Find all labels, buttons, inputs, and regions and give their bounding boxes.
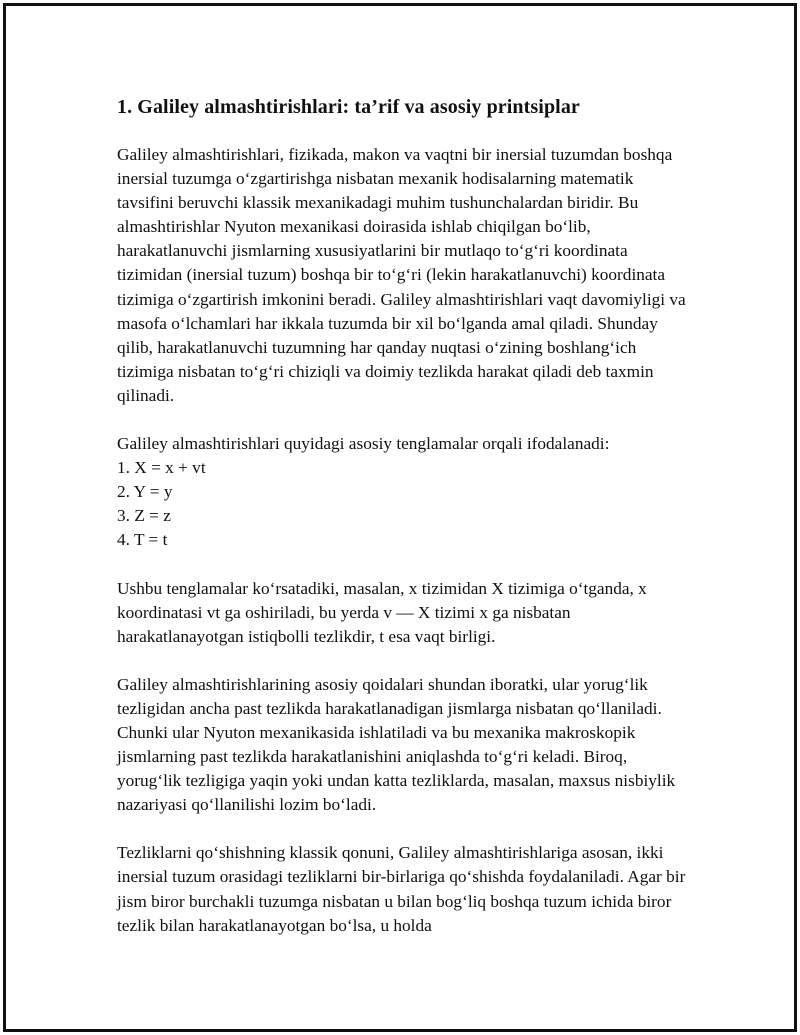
equation-item: 3. Z = z (117, 506, 171, 526)
paragraph-equations-lead: Galiley almashtirishlari quyidagi asosiy tenglamalar orqali ifodalanadi: (117, 434, 610, 454)
paragraph-velocity-addition: Tezliklarni qoʻshishning klassik qonuni, Galiley almashtirishlariga asosan, ikki inersial tuzum orasidagi tezliklarni bir-birlariga qoʻshishda foydalaniladi. Agar bir jism biror burchakli tuzumga nisbatan u bilan bogʻliq boshqa tuzum ichida biror tezlik bilan harakatlanayotgan boʻlsa, u holda (117, 843, 686, 935)
document-body (117, 93, 689, 962)
equation-list (117, 456, 689, 552)
section-heading: 1. Galiley almashtirishlari: ta’rif va asosiy printsiplar (117, 96, 580, 118)
paragraph-principles: Galiley almashtirishlarining asosiy qoidalari shundan iboratki, ular yorugʻlik tezligidan ancha past tezlikda harakatlanadigan jismlarga nisbatan qoʻllaniladi. Chunki ular Nyuton mexanikasida ishlatiladi va bu mexanika makroskopik jismlarning past tezlikda harakatlanishini aniqlashda toʻgʻri keladi. Biroq, yorugʻlik tezligiga yaqin yoki undan katta tezliklarda, masalan, maxsus nisbiylik nazariyasi qoʻllanilishi lozim boʻladi. (117, 674, 676, 815)
equation-item: 1. X = x + vt (117, 458, 206, 478)
paragraph-explanation: Ushbu tenglamalar koʻrsatadiki, masalan, x tizimidan X tizimiga oʻtganda, x koordinatasi vt ga oshiriladi, bu yerda v — X tizimi x ga nisbatan harakatlanayotgan istiqbolli tezlikdir, t esa vaqt birligi. (117, 578, 647, 646)
paragraph-intro: Galiley almashtirishlari, fizikada, makon va vaqtni bir inersial tuzumdan boshqa inersial tuzumga oʻzgartirishga nisbatan mexanik hodisalarning matematik tavsifini beruvchi klassik mexanikadagi muhim tushunchalardan biridir. Bu almashtirishlar Nyuton mexanikasi doirasida ishlab chiqilgan boʻlib, harakatlanuvchi jismlarning xususiyatlarini bir mutlaqo toʻgʻri koordinata tizimidan (inersial tuzum) boshqa bir toʻgʻri (lekin harakatlanuvchi) koordinata tizimiga oʻzgartirish imkonini beradi. Galiley almashtirishlari vaqt davomiyligi va masofa oʻlchamlari har ikkala tuzumda bir xil boʻlganda amal qiladi. Shunday qilib, harakatlanuvchi tuzumning har qanday nuqtasi oʻzining boshlangʻich tizimiga nisbatan toʻgʻri chiziqli va doimiy tezlikda harakat qiladi deb taxmin qilinadi. (117, 145, 686, 405)
equation-item: 4. T = t (117, 530, 168, 550)
equation-item: 2. Y = y (117, 482, 173, 502)
